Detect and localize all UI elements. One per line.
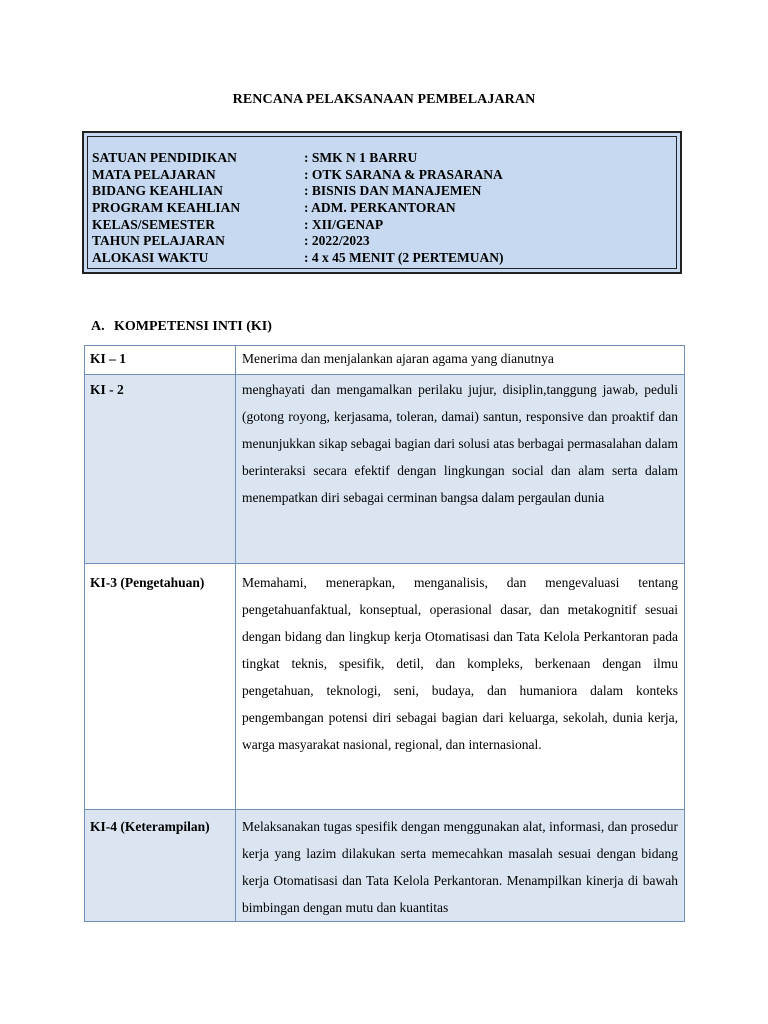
ki-description-cell: menghayati dan mengamalkan perilaku jujur, disiplin,tanggung jawab, peduli (gotong royong, kerjasama, toleran, damai) santun, responsive dan proaktif dan menunjukkan sikap sebagai bagian dari solusi atas berbagai permasalahan dalam berinteraksi secara efektif dengan lingkungan social dan alam serta dalam menempatkan diri sebagai cerminan bangsa dalam pergaulan dunia — [236, 375, 685, 564]
identity-label: BIDANG KEAHLIAN — [92, 183, 223, 199]
identity-label: ALOKASI WAKTU — [92, 250, 209, 266]
section-title: KOMPETENSI INTI (KI) — [114, 319, 272, 334]
table-row — [85, 564, 685, 810]
ki-description-cell: Melaksanakan tugas spesifik dengan menggunakan alat, informasi, dan prosedur kerja yang lazim dilakukan serta memecahkan masalah sesuai dengan bidang kerja Otomatisasi dan Tata Kelola Perkantoran. Menampilkan kinerja di bawah bimbingan dengan mutu dan kuantitas — [236, 810, 685, 922]
table-row — [85, 346, 685, 375]
identity-value: : 2022/2023 — [304, 233, 370, 249]
ki-code-cell: KI-4 (Keterampilan) — [85, 810, 236, 922]
identity-value: : OTK SARANA & PRASARANA — [304, 166, 503, 182]
table-row — [85, 375, 685, 564]
identity-label: TAHUN PELAJARAN — [92, 233, 225, 249]
section-heading-kompetensi-inti — [91, 319, 272, 335]
identity-list — [92, 150, 504, 267]
ki-code-cell: KI-3 (Pengetahuan) — [85, 564, 236, 810]
document-title: RENCANA PELAKSANAAN PEMBELAJARAN — [232, 92, 536, 107]
identity-row — [92, 233, 504, 250]
identity-label: PROGRAM KEAHLIAN — [92, 200, 241, 216]
identity-row — [92, 200, 504, 217]
identity-value: : XII/GENAP — [304, 216, 384, 232]
identity-value: : ADM. PERKANTORAN — [304, 200, 456, 216]
identity-label: SATUAN PENDIDIKAN — [92, 150, 237, 165]
identity-value: : BISNIS DAN MANAJEMEN — [304, 183, 482, 199]
identity-label: KELAS/SEMESTER — [92, 216, 216, 232]
ki-code-cell: KI – 1 — [85, 346, 236, 375]
identity-row — [92, 183, 504, 200]
ki-code-cell: KI - 2 — [85, 375, 236, 564]
identity-value: : SMK N 1 BARRU — [304, 150, 418, 165]
table-row — [85, 810, 685, 922]
identity-row — [92, 250, 504, 267]
identity-label: MATA PELAJARAN — [92, 166, 216, 182]
kompetensi-inti-table — [84, 345, 685, 922]
identity-row — [92, 167, 504, 184]
identity-row — [92, 217, 504, 234]
identity-value: : 4 x 45 MENIT (2 PERTEMUAN) — [304, 250, 504, 266]
ki-description-cell: Memahami, menerapkan, menganalisis, dan mengevaluasi tentang pengetahuanfaktual, konseptual, operasional dasar, dan metakognitif sesuai dengan bidang dan lingkup kerja Otomatisasi dan Tata Kelola Perkantoran pada tingkat teknis, spesifik, detil, dan kompleks, berkenaan dengan ilmu pengetahuan, teknologi, seni, budaya, dan humaniora dalam konteks pengembangan potensi diri sebagai bagian dari keluarga, sekolah, dunia kerja, warga masyarakat nasional, regional, dan internasional. — [236, 564, 685, 810]
section-number: A. — [91, 319, 105, 334]
ki-description-cell: Menerima dan menjalankan ajaran agama yang dianutnya — [236, 346, 685, 375]
identity-row — [92, 150, 504, 167]
identity-box — [82, 131, 682, 274]
